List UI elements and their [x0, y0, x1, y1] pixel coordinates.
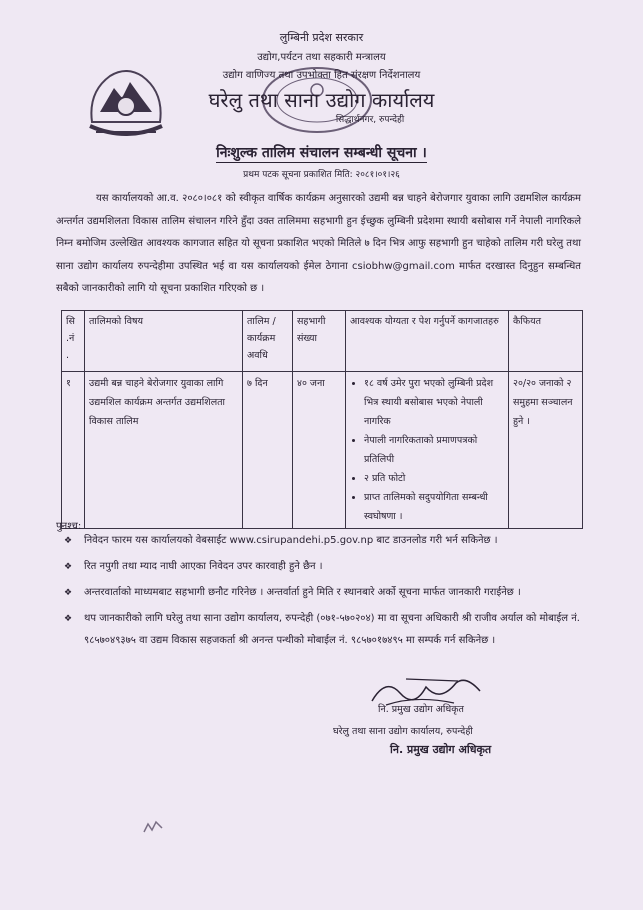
cell-requirements [346, 372, 509, 529]
notice-title: निःशुल्क तालिम संचालन सम्बन्धी सूचना । [216, 145, 427, 161]
signatory-stamp-text: नि. प्रमुख उद्योग अधिकृत [390, 743, 492, 756]
training-table [61, 310, 583, 529]
postscript-item: ❖ अन्तरवार्ताको माध्यमबाट सहभागी छनौट गरिनेछ । अन्तर्वार्ता हुने मिति र स्थानबारे अर्को सूचना मार्फत जानकारी गराईनेछ । [64, 582, 582, 604]
cell-participants: ४० जना [293, 372, 346, 529]
cell-duration: ७ दिन [243, 372, 293, 529]
requirement-item: • नेपाली नागरिकताको प्रमाणपत्रको प्रतिलिपी [364, 431, 504, 469]
signatory-title: नि. प्रमुख उद्योग अधिकृत [378, 704, 464, 715]
col-header-participants: सहभागी संख्या [293, 311, 346, 372]
requirement-item: • १८ वर्ष उमेर पुरा भएको लुम्बिनी प्रदेश भित्र स्थायी बसोबास भएको नेपाली नागरिक [364, 374, 504, 431]
postscript-item: ❖ थप जानकारीको लागि घरेलु तथा साना उद्योग कार्यालय, रुपन्देही (०७१-५७०२०४) मा वा सूचना अधिकारी श्री राजीव अर्याल को मोबाईल नं. ९८५७०४९३७५ वा उद्यम विकास सहजकर्ता श्री अनन्त पन्थीको मोबाईल नं. ९८५७०१७४९५ मा सम्पर्क गर्न सकिनेछ । [64, 608, 582, 652]
header-location: सिद्धार्थनगर, रुपन्देही [335, 115, 405, 125]
cell-sn: १ [62, 372, 85, 529]
postscript-list [64, 530, 582, 656]
diamond-bullet-icon: ❖ [64, 614, 73, 624]
diamond-bullet-icon: ❖ [64, 588, 73, 598]
postscript-label: पुनश्च: [56, 521, 82, 532]
header-government: लुम्बिनी प्रदेश सरकार [279, 31, 364, 44]
col-header-requirements: आवश्यक योग्यता र पेश गर्नुपर्ने कागजातहरु [346, 311, 509, 372]
diamond-bullet-icon: ❖ [64, 562, 73, 572]
header-office-name: घरेलु तथा साना उद्योग कार्यालय [208, 88, 435, 112]
postscript-item: ❖ निवेदन फारम यस कार्यालयको वेबसाईट www.csirupandehi.p5.gov.np बाट डाउनलोड गरी भर्न सकिनेछ । [64, 530, 582, 552]
postscript-item: ❖ रित नपुगी तथा म्याद नाघी आएका निवेदन उपर कारवाही हुने छैन । [64, 556, 582, 578]
cell-remarks: २०/२० जनाको २ समुहमा सञ्चालन हुने । [509, 372, 583, 529]
header-ministry: उद्योग,पर्यटन तथा सहकारी मन्त्रालय [257, 52, 386, 63]
ink-smudge-icon [142, 820, 164, 836]
requirement-item: • २ प्रति फोटो [364, 469, 504, 488]
table-row [62, 372, 583, 529]
col-header-subject: तालिमको विषय [85, 311, 243, 372]
requirement-item: • प्राप्त तालिमको सदुपयोगिता सम्बन्धी स्वघोषणा । [364, 488, 504, 526]
notice-body: यस कार्यालयको आ.व. २०८०।०८१ को स्वीकृत वार्षिक कार्यक्रम अनुसारको उद्यमी बन्न चाहने बेरोजगार युवाका लागि उद्यमशिल कार्यक्रम अन्तर्गत उद्यमशिलता विकास तालिम संचालन गरिने हुँदा उक्त तालिममा सहभागी हुन ईच्छुक लुम्बिनी प्रदेशमा स्थायी बसोबास गर्ने नेपाली नागरिकले निम्न बमोजिम उल्लेखित आवश्यक कागजात सहित यो सूचना प्रकाशित भएको मितिले ७ दिन भित्र आफु सहभागी हुन चाहेको तालिम गरी घरेलु तथा साना उद्योग कार्यालय रुपन्देहीमा उपस्थित भई वा यस कार्यालयको ईमेल ठेगाना csiobhw@gmail.com मार्फत दरखास्त दिनुहुन सम्बन्धित सबैको जानकारीको लागि यो सूचना प्रकाशित गरिएको छ । [56, 193, 581, 295]
col-header-remarks: कैफियत [509, 311, 583, 372]
signatory-office: घरेलु तथा साना उद्योग कार्यालय, रुपन्देही [333, 726, 473, 737]
diamond-bullet-icon: ❖ [64, 536, 73, 546]
cell-subject: उद्यमी बन्न चाहने बेरोजगार युवाका लागि उद्यमशिल कार्यक्रम अन्तर्गत उद्यमशिलता विकास तालिम [85, 372, 243, 529]
publish-date: प्रथम पटक सूचना प्रकाशित मिति: २०८१।०१।२६ [243, 170, 400, 180]
col-header-sn: सि .नं . [62, 311, 85, 372]
table-header-row [62, 311, 583, 372]
col-header-duration: तालिम /कार्यक्रम अवधि [243, 311, 293, 372]
header-directorate: उद्योग वाणिज्य तथा उपभोक्ता हित संरक्षण निर्देशनालय [222, 70, 421, 81]
